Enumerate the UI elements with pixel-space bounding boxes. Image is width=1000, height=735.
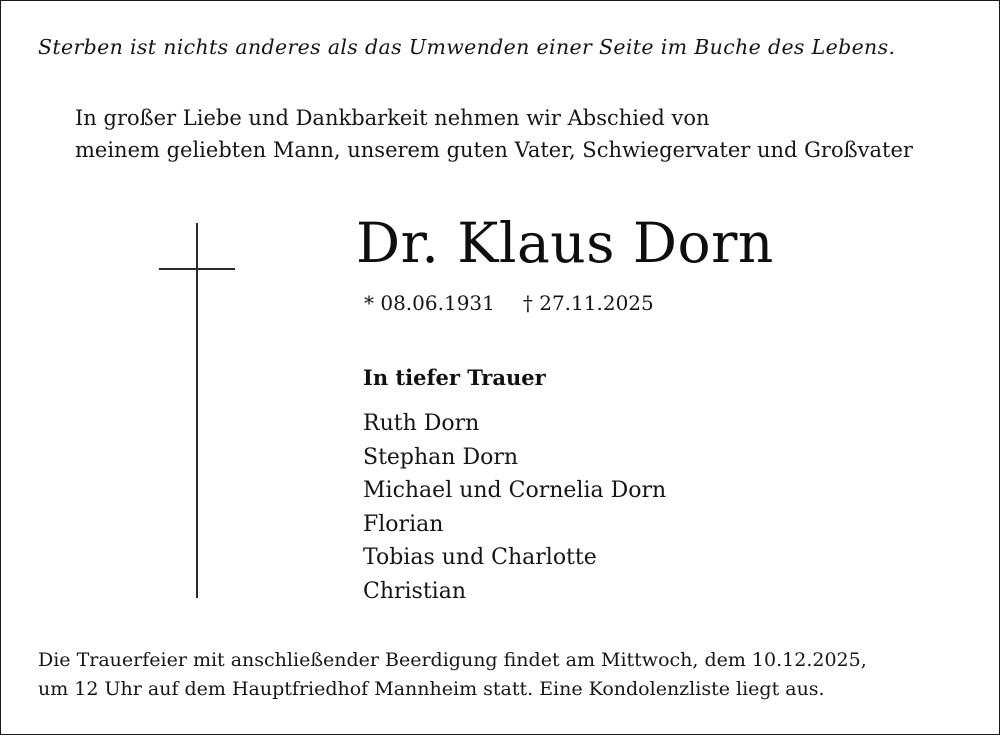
- mourner-name: Florian: [363, 511, 444, 537]
- funeral-info-line-2: um 12 Uhr auf dem Hauptfriedhof Mannheim statt. Eine Kondolenzliste liegt aus.: [38, 678, 825, 700]
- funeral-info: [38, 646, 867, 704]
- memorial-quote: Sterben ist nichts anderes als das Umwenden einer Seite im Buche des Lebens.: [38, 35, 896, 59]
- intro-line-1: In großer Liebe und Dankbarkeit nehmen wir Abschied von: [75, 106, 710, 130]
- deceased-name: Dr. Klaus Dorn: [356, 211, 774, 275]
- cross-icon-crossbar: [159, 268, 235, 270]
- intro-text: [75, 102, 913, 166]
- birth-date: * 08.06.1931: [364, 291, 495, 315]
- mourner-name: Christian: [363, 578, 467, 604]
- mourners-list: [363, 407, 666, 608]
- death-date: † 27.11.2025: [522, 291, 654, 315]
- mourner-name: Ruth Dorn: [363, 411, 480, 436]
- funeral-info-line-1: Die Trauerfeier mit anschließender Beerdigung findet am Mittwoch, dem 10.12.2025,: [38, 649, 867, 671]
- intro-line-2: meinem geliebten Mann, unserem guten Vater, Schwiegervater und Großvater: [75, 138, 913, 162]
- mourning-title: In tiefer Trauer: [363, 365, 546, 390]
- mourner-name: Stephan Dorn: [363, 444, 519, 470]
- cross-icon: [196, 223, 198, 598]
- mourner-name: Michael und Cornelia Dorn: [363, 478, 667, 503]
- life-dates: [364, 291, 654, 315]
- mourner-name: Tobias und Charlotte: [363, 545, 597, 570]
